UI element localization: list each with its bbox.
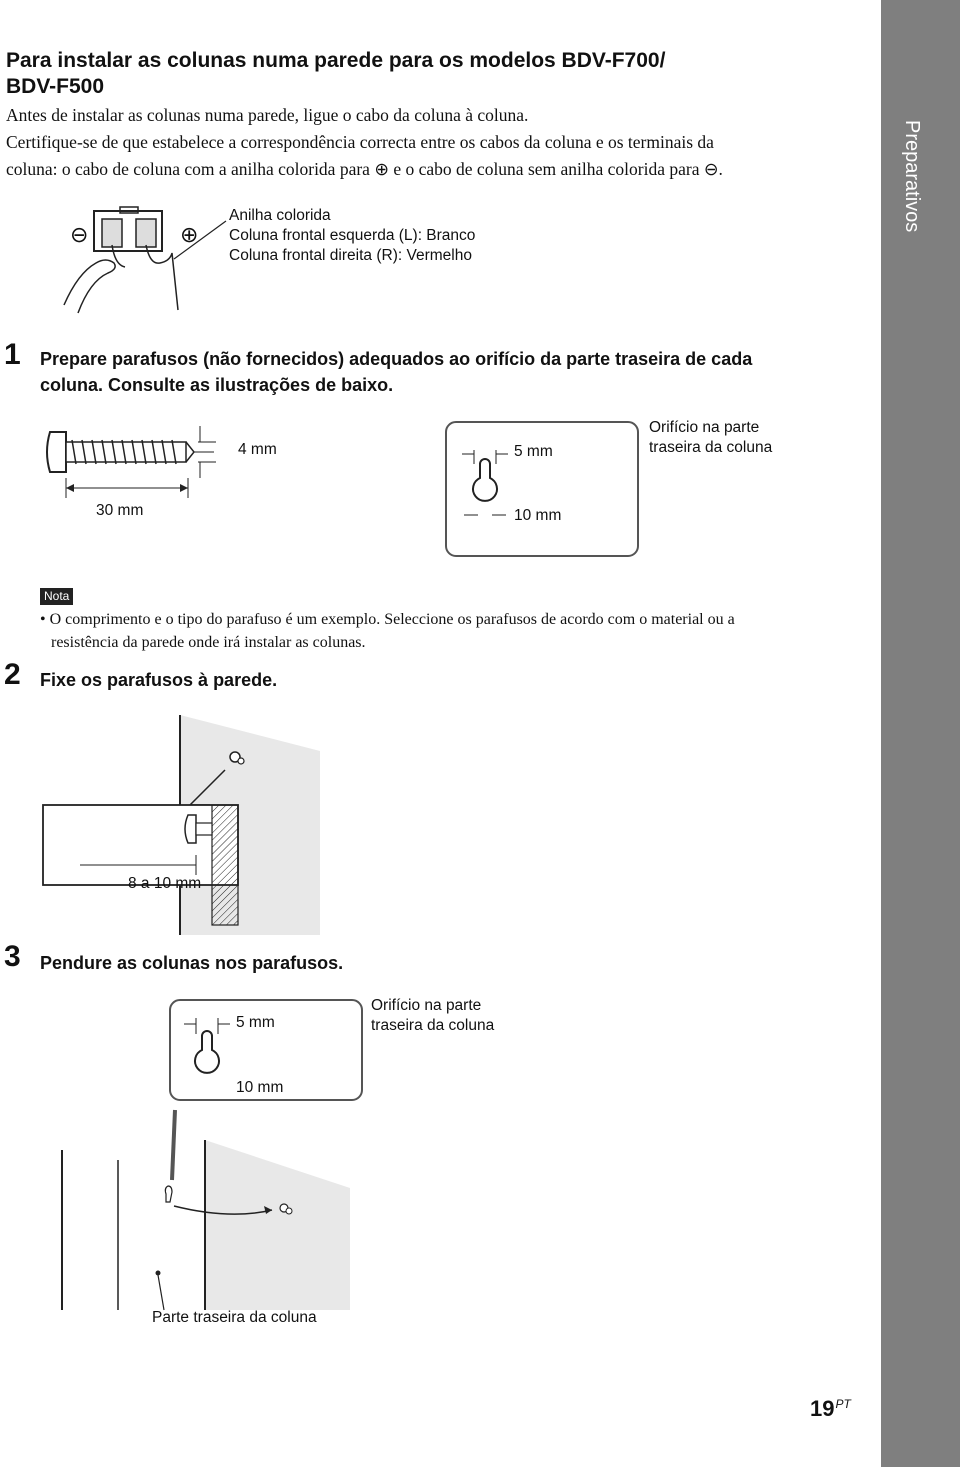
minus-symbol: ⊖ [703,159,719,179]
section-title-line1: Para instalar as colunas numa parede para os modelos BDV-F700/ [6,49,666,72]
keyhole2-width-label: 5 mm [236,1014,275,1031]
keyhole2-height-label: 10 mm [236,1079,284,1096]
step-3-number: 3 [4,940,21,973]
page-number-suffix: PT [835,1396,851,1411]
intro-line-3c: . [718,159,723,179]
callout-line2: Coluna frontal esquerda (L): Branco [229,227,476,244]
step-2-number: 2 [4,658,21,691]
note-line1-text: O comprimento e o tipo do parafuso é um exemplo. Seleccione os parafusos de acordo com o material ou a [49,611,735,628]
keyhole-caption [649,418,772,458]
note-badge: Nota [40,588,73,605]
section-title [6,48,866,100]
speaker-back-label: Parte traseira da coluna [152,1309,317,1326]
keyhole-width-label: 5 mm [514,443,553,460]
step-1-number: 1 [4,338,21,371]
sidebar-label-container [881,0,960,300]
terminal-plus-icon: ⊕ [180,222,199,247]
keyhole-height-label: 10 mm [514,507,562,524]
screw-length-dimension [64,478,194,498]
callout-line1: Anilha colorida [229,207,331,224]
section-title-line2: BDV-F500 [6,75,105,98]
intro-line-2: Certifique-se de que estabelece a correspondência correcta entre os cabos da coluna e os terminais da [6,132,714,152]
terminal-callout-text [229,206,475,266]
page-number [810,1396,851,1422]
step-1-line1: Prepare parafusos (não fornecidos) adequados ao orifício da parte traseira de cada [40,349,753,369]
callout-line3: Coluna frontal direita (R): Vermelho [229,247,472,264]
step-2-text: Fixe os parafusos à parede. [40,670,278,690]
keyhole-caption-line1: Orifício na parte [649,419,760,436]
step-1-line2: coluna. Consulte as ilustrações de baixo. [40,375,394,395]
sidebar-tab [881,0,960,1467]
sidebar-label: Preparativos [901,120,923,233]
step-3-text: Pendure as colunas nos parafusos. [40,953,344,973]
hanging-illustration [40,1110,370,1310]
note-line2: resistência da parede onde irá instalar as colunas. [51,634,366,651]
intro-line-3a: coluna: o cabo de coluna com a anilha colorida para [6,159,370,179]
note-bullet: • [40,611,46,628]
intro-paragraph [6,102,876,183]
protrusion-label: 8 a 10 mm [128,875,202,892]
keyhole2-caption-line1: Orifício na parte [371,997,482,1014]
intro-line-3 [6,156,876,183]
keyhole2-caption [371,996,494,1036]
terminal-callout-leader [170,215,230,275]
screw-diameter-label: 4 mm [238,441,277,458]
step-1-text [40,346,870,398]
keyhole2-caption-line2: traseira da coluna [371,1017,495,1034]
screw-length-label: 30 mm [96,502,144,519]
page-number-value: 19 [810,1396,835,1421]
note-line1 [40,608,870,631]
keyhole-box [444,420,640,558]
plus-symbol: ⊕ [374,159,389,179]
note-text [40,608,870,654]
wall-mount-illustration [40,715,330,935]
terminal-minus-icon: ⊖ [70,222,89,247]
keyhole-caption-line2: traseira da coluna [649,439,773,456]
intro-line-1: Antes de instalar as colunas numa parede, ligue o cabo da coluna à coluna. [6,105,529,125]
intro-line-3b: e o cabo de coluna sem anilha colorida para [393,159,700,179]
